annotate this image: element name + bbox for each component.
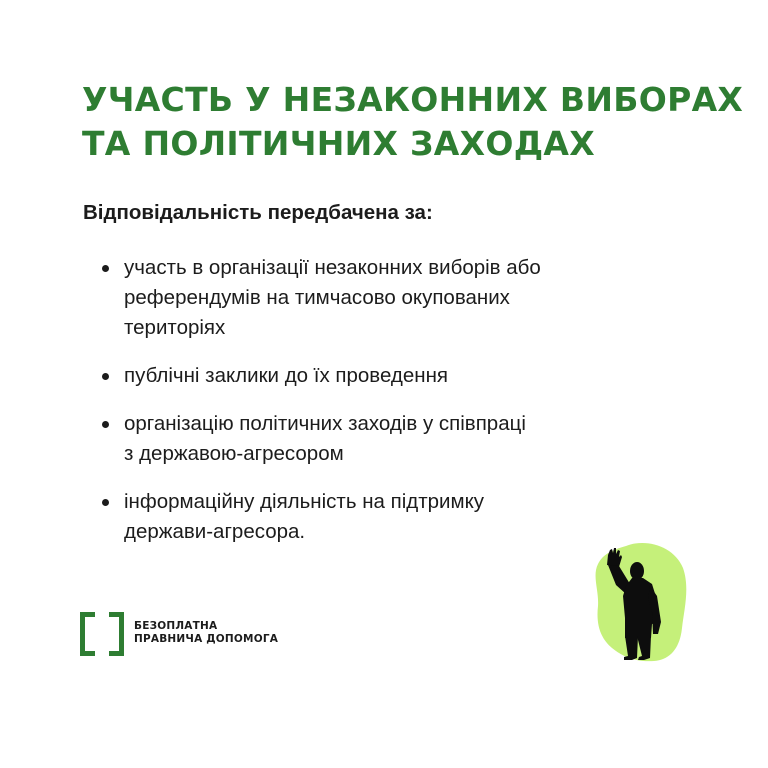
list-item-line: територіях (124, 316, 226, 339)
bullet-icon (102, 499, 109, 506)
subtitle: Відповідальність передбачена за: (83, 201, 433, 224)
brand-name-line-2: ПРАВНИЧА ДОПОМОГА (134, 633, 279, 645)
responsibility-list (98, 253, 698, 565)
list-item-line: інформаційну діяльність на підтримку (124, 490, 485, 513)
list-item (98, 487, 698, 547)
page-title-line-2: ТА ПОЛІТИЧНИХ ЗАХОДАХ (82, 124, 596, 163)
brand-name (134, 620, 278, 646)
list-item-line: держави-агресора. (124, 520, 306, 543)
list-item-line: участь в організації незаконних виборів або (124, 256, 541, 279)
list-item (98, 409, 698, 469)
list-item-line: референдумів на тимчасово окупованих (124, 286, 510, 309)
bracket-logo-icon (80, 612, 124, 654)
brand-name-line-1: БЕЗОПЛАТНА (134, 620, 218, 632)
page-title (82, 78, 744, 166)
list-item-line: з державою-агресором (124, 442, 344, 465)
waving-person-silhouette-icon (588, 540, 688, 662)
bullet-icon (102, 265, 109, 272)
page-title-line-1: УЧАСТЬ У НЕЗАКОННИХ ВИБОРАХ (82, 80, 744, 119)
list-item-line: публічні заклики до їх проведення (124, 364, 449, 387)
list-item (98, 361, 698, 391)
bullet-icon (102, 373, 109, 380)
bullet-icon (102, 421, 109, 428)
brand-logo (80, 612, 278, 654)
list-item-line: організацію політичних заходів у співпраці (124, 412, 526, 435)
list-item (98, 253, 698, 343)
